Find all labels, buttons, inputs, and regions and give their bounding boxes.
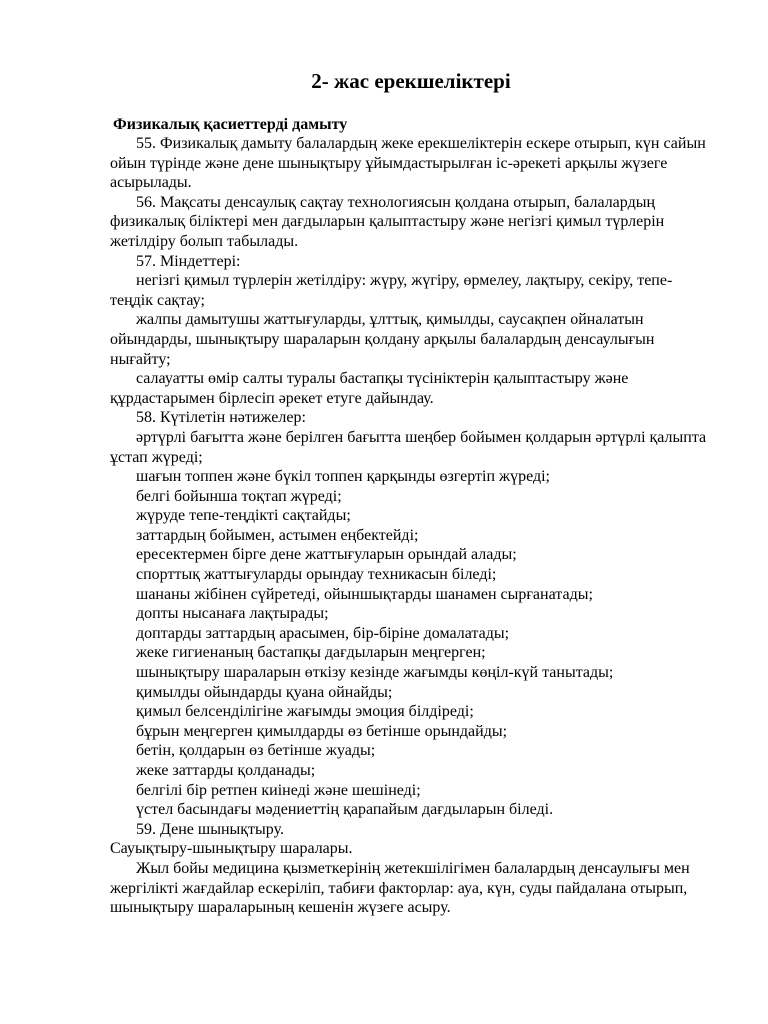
paragraph: спорттық жаттығуларды орындау техникасын біледі; [136, 566, 497, 584]
paragraph: бұрын меңгерген қимылдарды өз бетінше орындайды; [136, 722, 508, 740]
paragraph: шағын топпен және бүкіл топпен қарқынды өзгертіп жүреді; [136, 468, 550, 486]
paragraph: жеке гигиенаның бастапқы дағдыларын меңгерген; [136, 644, 486, 662]
paragraph: шынықтыру шараларын өткізу кезінде жағымды көңіл-күй танытады; [136, 664, 614, 682]
paragraph: белгілі бір ретпен киінеді және шешінеді; [136, 781, 421, 799]
paragraph: әртүрлі бағытта және берілген бағытта шеңбер бойымен қолдарын әртүрлі қалыпта ұстап жүреді; [110, 428, 707, 466]
section-heading: Физикалық қасиеттерді дамыту [113, 116, 348, 133]
paragraph: 59. Дене шынықтыру. [136, 820, 284, 838]
paragraph: 57. Міндеттері: [136, 252, 241, 270]
paragraph: бетін, қолдарын өз бетінше жуады; [136, 742, 376, 760]
paragraph: қимыл белсенділігіне жағымды эмоция білдіреді; [136, 703, 474, 721]
paragraph: шананы жібінен сүйретеді, ойыншықтарды шанамен сырғанатады; [136, 585, 593, 603]
paragraph: үстел басындағы мәдениеттің қарапайым дағдыларын біледі. [136, 801, 554, 819]
paragraph: белгі бойынша тоқтап жүреді; [136, 487, 342, 505]
page-title: 2- жас ерекшеліктері [311, 69, 511, 93]
paragraph: салауатты өмір салты туралы бастапқы түсініктерін қалыптастыру және құрдастарымен бірлесіп әрекет етуге дайындау. [110, 370, 629, 407]
paragraph: 58. Күтілетін нәтижелер: [136, 409, 306, 427]
paragraph: қимылды ойындарды қуана ойнайды; [136, 683, 393, 701]
paragraph: 55. Физикалық дамыту балалардың жеке ерекшеліктерін ескере отырып, күн сайын ойын түрінде және дене шынықтыру ұйымдастырылған іс-әрекеті арқылы жүзеге асырылады. [110, 135, 706, 192]
paragraph: ересектермен бірге дене жаттығуларын орындай алады; [136, 546, 517, 564]
paragraph: Жыл бойы медицина қызметкерінің жетекшілігімен балалардың денсаулығы мен жергілікті жағдайлар ескеріліп, табиғи факторлар: ауа, күн, суды пайдалана отырып, шынықтыру шараларының кешенін жүзеге асыру. [110, 859, 690, 917]
paragraph: жеке заттарды қолданады; [136, 762, 316, 779]
paragraph: 56. Мақсаты денсаулық сақтау технологиясын қолдана отырып, балалардың физикалық біліктері мен дағдыларын қалыптастыру және негізгі қимыл түрлерін жетілдіру болып табылады. [110, 193, 665, 250]
paragraph: негізгі қимыл түрлерін жетілдіру: жүру, жүгіру, өрмелеу, лақтыру, секіру, тепе-теңдік сақтау; [110, 272, 673, 309]
document-body [110, 134, 715, 918]
paragraph: допты нысанаға лақтырады; [136, 605, 329, 623]
paragraph: жүруде тепе-теңдікті сақтайды; [136, 507, 351, 525]
paragraph: Сауықтыру-шынықтыру шаралары. [110, 840, 353, 858]
paragraph: доптарды заттардың арасымен, бір-біріне домалатады; [136, 624, 510, 642]
paragraph: жалпы дамытушы жаттығуларды, ұлттық, қимылды, саусақпен ойналатын ойындарды, шынықтыру шараларын қолдану арқылы балалардың денсаулығын нығайту; [110, 311, 655, 368]
paragraph: заттардың бойымен, астымен еңбектейді; [136, 526, 419, 544]
